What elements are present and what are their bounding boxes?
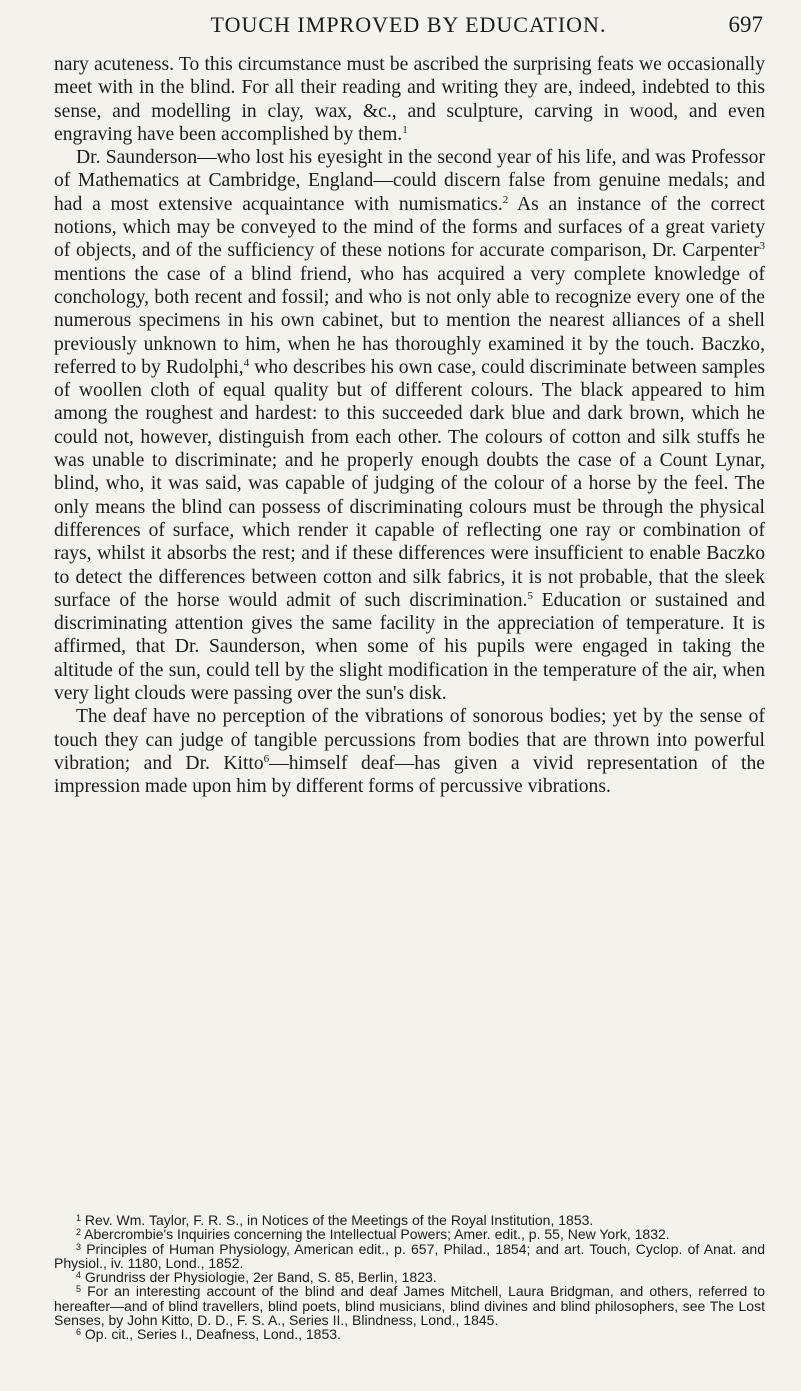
paragraph xyxy=(54,146,765,705)
footnote-marker: 5 xyxy=(76,1284,82,1295)
footnote-reference: 3 xyxy=(759,240,765,253)
footnote-marker: 3 xyxy=(76,1241,82,1252)
page-header xyxy=(54,12,763,42)
footnote-reference: 1 xyxy=(402,123,408,136)
paragraph-text: Education or sustained and discriminating attention gives the same facility in the appreciation of temperature. It is affirmed, that Dr. Saunderson, when some of his pupils were engaged in taking the altitude of the sun, could tell by the slight modification in the temperature of the air, when very light clouds were passing over the sun's disk. xyxy=(54,589,765,705)
paragraph-text: mentions the case of a blind friend, who has acquired a very complete knowledge of conchology, both recent and fossil; and who is not only able to recognize every one of the numerous specimens in his own cabinet, but to mention the nearest alliances of a shell previously unknown to him, when he has thoroughly examined it by the touch. Baczko, referred to by Rudolphi, xyxy=(54,263,765,378)
footnote-marker: 2 xyxy=(76,1227,82,1238)
footnote xyxy=(54,1270,765,1284)
footnote-text: Op. cit., Series I., Deafness, Lond., 1853. xyxy=(81,1326,341,1343)
paragraph xyxy=(54,705,765,798)
footnote-text: Rev. Wm. Taylor, F. R. S., in Notices of the Meetings of the Royal Institution, 1853. xyxy=(81,1212,594,1228)
paragraph-text: Dr. Saunderson—who lost his eyesight in the second year of his life, and was Professor of Mathematics at Cambridge, England—could discern false from genuine medals; and had a most extensive acquaintance with numismatics. xyxy=(54,147,765,215)
running-head: TOUCH IMPROVED BY EDUCATION. xyxy=(210,12,607,37)
footnote xyxy=(54,1213,765,1227)
footnote-reference: 6 xyxy=(263,752,270,765)
page-number: 697 xyxy=(728,12,763,37)
footnote-marker: 4 xyxy=(76,1270,82,1281)
footnote-text: For an interesting account of the blind and deaf James Mitchell, Laura Bridgman, and others, referred to hereafter—and of blind travellers, blind poets, blind musicians, blind divines and blind philosophers, see The Lost Senses, by John Kitto, D. D., F. S. A., Series II., Blindness, Lond., 1845. xyxy=(54,1283,765,1329)
footnote-marker: 1 xyxy=(76,1213,82,1223)
footnote-text: Abercrombie's Inquiries concerning the Intellectual Powers; Amer. edit., p. 55, New York, 1832. xyxy=(81,1226,670,1243)
footnote xyxy=(54,1227,765,1241)
paragraph-text: As an instance of the correct notions, which may be conveyed to the mind of the forms and surfaces of a great variety of objects, and of the sufficiency of these notions for accurate comparison, Dr. Carpenter xyxy=(54,193,765,262)
footnote xyxy=(54,1327,765,1341)
footnote-text: Grundriss der Physiologie, 2er Band, S. 85, Berlin, 1823. xyxy=(81,1269,437,1286)
footnote xyxy=(54,1242,765,1271)
paragraph-text: nary acuteness. To this circumstance must be ascribed the surprising feats we occasionally meet with in the blind. For all their reading and writing they are, indeed, indebted to this sense, and modelling in clay, wax, &c., and sculpture, carving in wood, and even engraving have been accomplished by them. xyxy=(54,54,765,145)
paragraph-text: who describes his own case, could discriminate between samples of woollen cloth of equal quality but of different colours. The black appeared to him among the roughest and hardest: to this succeeded dark blue and dark brown, which he could not, however, distinguish from each other. The colours of cotton and silk stuffs he was unable to discriminate; and he properly enough doubts the case of a Count Lynar, blind, who, it was said, was capable of judging of the colour of a horse by the feel. The only means the blind can possess of discriminating colours must be through the physical differences of surface, which render it capable of reflecting one ray or combination of rays, whilst it absorbs the rest; and if these differences were insufficient to enable Baczko to detect the differences between cotton and silk fabrics, it is not probable, that the sleek surface of the horse would admit of such discrimination. xyxy=(54,356,765,611)
paragraph-text: —himself deaf—has given a vivid representation of the impression made upon him by different forms of percussive vibrations. xyxy=(54,752,765,798)
footnote-reference: 5 xyxy=(527,589,533,602)
footnote-marker: 6 xyxy=(76,1327,82,1338)
footnote-text: Principles of Human Physiology, American edit., p. 657, Philad., 1854; and art. Touch, Cyclop. of Anat. and Physiol., iv. 1180, Lond., 1852. xyxy=(54,1240,765,1271)
footnotes xyxy=(54,1213,765,1342)
paragraph-text: The deaf have no perception of the vibrations of sonorous bodies; yet by the sense of touch they can judge of tangible percussions from bodies that are thrown into powerful vibration; and Dr. Kitto xyxy=(54,706,765,774)
footnote-reference: 2 xyxy=(502,193,509,206)
footnote xyxy=(54,1284,765,1327)
footnote-reference: 4 xyxy=(243,356,250,369)
paragraph xyxy=(54,53,765,146)
body-text xyxy=(54,53,765,799)
